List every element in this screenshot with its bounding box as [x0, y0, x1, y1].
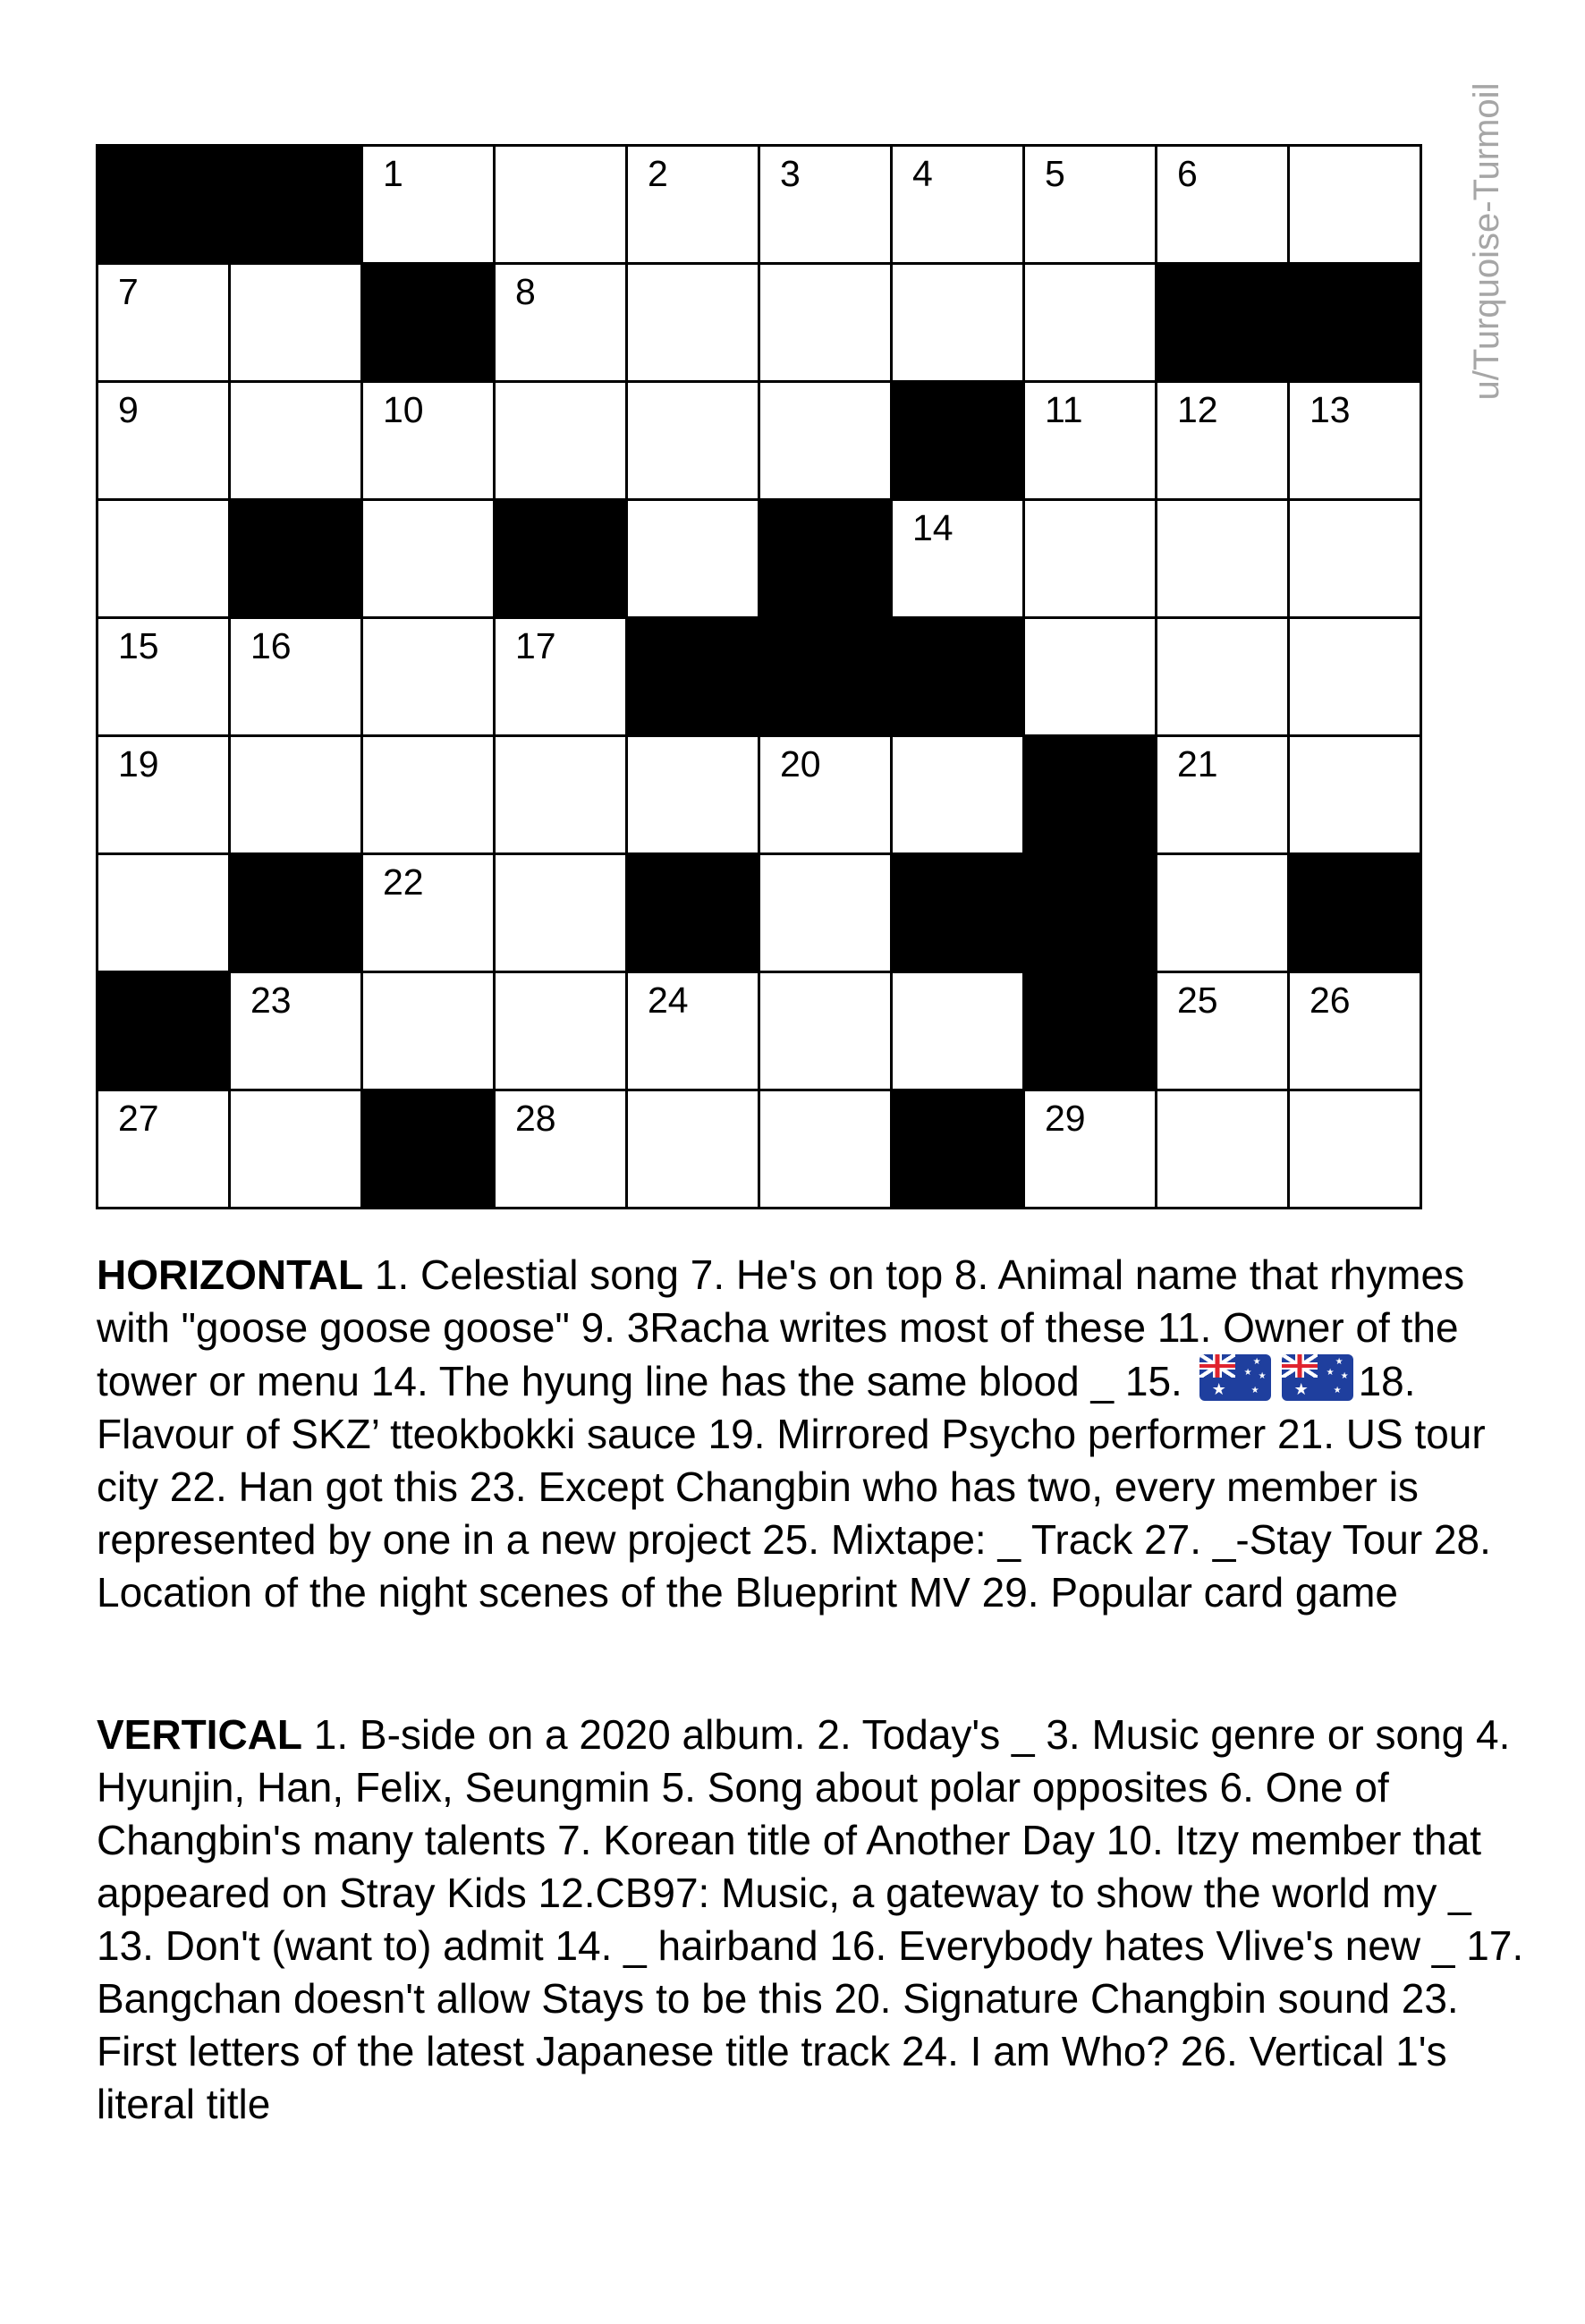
- clue-number: 7: [118, 271, 139, 312]
- clue-number: 5: [1045, 153, 1065, 194]
- grid-cell[interactable]: [1157, 855, 1290, 973]
- grid-cell[interactable]: [496, 1091, 628, 1209]
- grid-cell[interactable]: [760, 737, 893, 855]
- grid-cell[interactable]: [893, 147, 1025, 265]
- grid-cell[interactable]: [628, 1091, 760, 1209]
- grid-cell[interactable]: [496, 619, 628, 737]
- grid-cell[interactable]: [231, 619, 363, 737]
- grid-cell[interactable]: [1290, 973, 1422, 1091]
- clue-number: 16: [250, 625, 292, 666]
- clue-number: 15: [118, 625, 159, 666]
- black-square: [893, 1091, 1025, 1209]
- grid-cell[interactable]: [231, 265, 363, 383]
- clue-number: 8: [515, 271, 536, 312]
- grid-cell[interactable]: [628, 737, 760, 855]
- clue-number: 12: [1177, 389, 1218, 430]
- grid-cell[interactable]: [231, 737, 363, 855]
- clue-number: 24: [648, 980, 689, 1021]
- clue-number: 17: [515, 625, 556, 666]
- grid-cell[interactable]: [628, 973, 760, 1091]
- grid-cell[interactable]: [760, 1091, 893, 1209]
- grid-cell[interactable]: [98, 1091, 231, 1209]
- clue-number: 20: [780, 743, 821, 785]
- black-square: [1025, 973, 1157, 1091]
- grid-cell[interactable]: [1290, 383, 1422, 501]
- grid-cell[interactable]: [893, 265, 1025, 383]
- grid-cell[interactable]: [1290, 737, 1422, 855]
- grid-cell[interactable]: [496, 973, 628, 1091]
- black-square: [1290, 855, 1422, 973]
- clue-number: 25: [1177, 980, 1218, 1021]
- clue-number: 13: [1310, 389, 1351, 430]
- clue-number: 3: [780, 153, 801, 194]
- grid-cell[interactable]: [496, 147, 628, 265]
- grid-cell[interactable]: [1157, 383, 1290, 501]
- clue-number: 19: [118, 743, 159, 785]
- grid-cell[interactable]: [363, 737, 496, 855]
- down-clues-text: 1. B-side on a 2020 album. 2. Today's _ 3. Music genre or song 4. Hyunjin, Han, Felix, Seungmin 5. Song about polar opposites 6. One of Changbin's many talents 7. Korean title of Another Day 10. Itzy member that appeared on Stray Kids 12.CB97: Music, a gateway to show the world my _ 13. Don't (want to) admit 14. _ hairband 16. Everybody hates Vlive's new _ 17. Bangchan doesn't allow Stays to be this 20. Signature Changbin sound 23. First letters of the latest Japanese title track 24. I am Who? 26. Vertical 1's literal title: [97, 1711, 1524, 2127]
- grid-cell[interactable]: [628, 501, 760, 619]
- grid-cell[interactable]: [231, 973, 363, 1091]
- clue-number: 18: [912, 625, 954, 666]
- australia-flag-icon: ★ ★ ★ ★ ★: [1282, 1354, 1353, 1401]
- grid-cell[interactable]: [760, 383, 893, 501]
- clue-number: 1: [383, 153, 403, 194]
- grid-cell[interactable]: [98, 383, 231, 501]
- clue-number: 29: [1045, 1098, 1086, 1139]
- grid-cell[interactable]: [1157, 1091, 1290, 1209]
- grid-cell[interactable]: [628, 383, 760, 501]
- grid-cell[interactable]: [363, 973, 496, 1091]
- clue-number: 21: [1177, 743, 1218, 785]
- grid-cell[interactable]: [760, 973, 893, 1091]
- grid-cell[interactable]: [496, 265, 628, 383]
- grid-cell[interactable]: [98, 501, 231, 619]
- author-credit: u/Turquoise-Turmoil: [1467, 82, 1506, 401]
- grid-cell[interactable]: [1025, 265, 1157, 383]
- clue-number: 6: [1177, 153, 1198, 194]
- grid-cell[interactable]: [1025, 619, 1157, 737]
- black-square: [363, 1091, 496, 1209]
- australia-flag-icon: ★ ★ ★ ★ ★: [1199, 1354, 1271, 1401]
- grid-cell[interactable]: [496, 737, 628, 855]
- black-square: [98, 147, 231, 265]
- grid-cell[interactable]: [231, 1091, 363, 1209]
- grid-cell[interactable]: [1290, 147, 1422, 265]
- across-clues: [97, 1249, 1528, 1619]
- clue-number: 4: [912, 153, 933, 194]
- grid-cell[interactable]: [1157, 619, 1290, 737]
- black-square: [628, 855, 760, 973]
- grid-cell[interactable]: [893, 737, 1025, 855]
- across-clues-text-part1: 1. Celestial song 7. He's on top 8. Animal name that rhymes with "goose goose goose" 9. 3Racha writes most of these 11. Owner of the tower or menu 14. The hyung line has the same blood _ 15.: [97, 1251, 1465, 1404]
- grid-cell[interactable]: [231, 383, 363, 501]
- clue-number: 2: [648, 153, 668, 194]
- grid-cell[interactable]: [98, 619, 231, 737]
- clue-number: 11: [1045, 389, 1083, 430]
- black-square: [496, 501, 628, 619]
- grid-cell[interactable]: [1157, 737, 1290, 855]
- crossword-grid: [96, 144, 1422, 1209]
- grid-cell[interactable]: [98, 265, 231, 383]
- grid-cell[interactable]: [1157, 147, 1290, 265]
- clue-number: 23: [250, 980, 292, 1021]
- clue-number: 26: [1310, 980, 1351, 1021]
- clue-number: 27: [118, 1098, 159, 1139]
- grid-cell[interactable]: [1290, 619, 1422, 737]
- clue-number: 10: [383, 389, 424, 430]
- clue-number: 14: [912, 507, 954, 548]
- grid-cell[interactable]: [98, 855, 231, 973]
- grid-cell[interactable]: [363, 501, 496, 619]
- black-square: [893, 619, 1025, 737]
- grid-cell[interactable]: [496, 383, 628, 501]
- down-heading: VERTICAL: [97, 1711, 302, 1758]
- grid-cell[interactable]: [363, 855, 496, 973]
- grid-cell[interactable]: [893, 501, 1025, 619]
- clue-number: 9: [118, 389, 139, 430]
- grid-cell[interactable]: [363, 383, 496, 501]
- grid-cell[interactable]: [760, 147, 893, 265]
- grid-cell[interactable]: [98, 737, 231, 855]
- grid-cell[interactable]: [628, 265, 760, 383]
- grid-cell[interactable]: [1157, 501, 1290, 619]
- grid-cell[interactable]: [363, 619, 496, 737]
- grid-cell[interactable]: [1025, 1091, 1157, 1209]
- grid-cell[interactable]: [1290, 1091, 1422, 1209]
- black-square: [231, 147, 363, 265]
- grid-cell[interactable]: [1025, 383, 1157, 501]
- across-clues-text-part2: 18. Flavour of SKZ’ tteokbokki sauce 19. Mirrored Psycho performer 21. US tour city 22. Han got this 23. Except Changbin who has two, every member is represented by one in a new project 25. Mixtape: _ Track 27. _-Stay Tour 28. Location of the night scenes of the Blueprint MV 29. Popular card game: [97, 1358, 1491, 1616]
- black-square: [1025, 855, 1157, 973]
- clue-number: 28: [515, 1098, 556, 1139]
- grid-cell[interactable]: [760, 855, 893, 973]
- black-square: [1290, 265, 1422, 383]
- black-square: [893, 855, 1025, 973]
- black-square: [1157, 265, 1290, 383]
- black-square: [231, 855, 363, 973]
- down-clues: [97, 1709, 1528, 2131]
- grid-cell[interactable]: [893, 973, 1025, 1091]
- black-square: [231, 501, 363, 619]
- black-square: [1025, 737, 1157, 855]
- across-heading: HORIZONTAL: [97, 1251, 364, 1298]
- grid-cell[interactable]: [496, 855, 628, 973]
- black-square: [628, 619, 760, 737]
- black-square: [98, 973, 231, 1091]
- grid-cell[interactable]: [628, 147, 760, 265]
- grid-cell[interactable]: [1025, 501, 1157, 619]
- grid-cell[interactable]: [1290, 501, 1422, 619]
- grid-cell[interactable]: [760, 265, 893, 383]
- black-square: [893, 383, 1025, 501]
- black-square: [760, 501, 893, 619]
- grid-cell[interactable]: [363, 147, 496, 265]
- clue-number: 22: [383, 861, 424, 903]
- black-square: [760, 619, 893, 737]
- grid-cell[interactable]: [1157, 973, 1290, 1091]
- black-square: [363, 265, 496, 383]
- grid-cell[interactable]: [1025, 147, 1157, 265]
